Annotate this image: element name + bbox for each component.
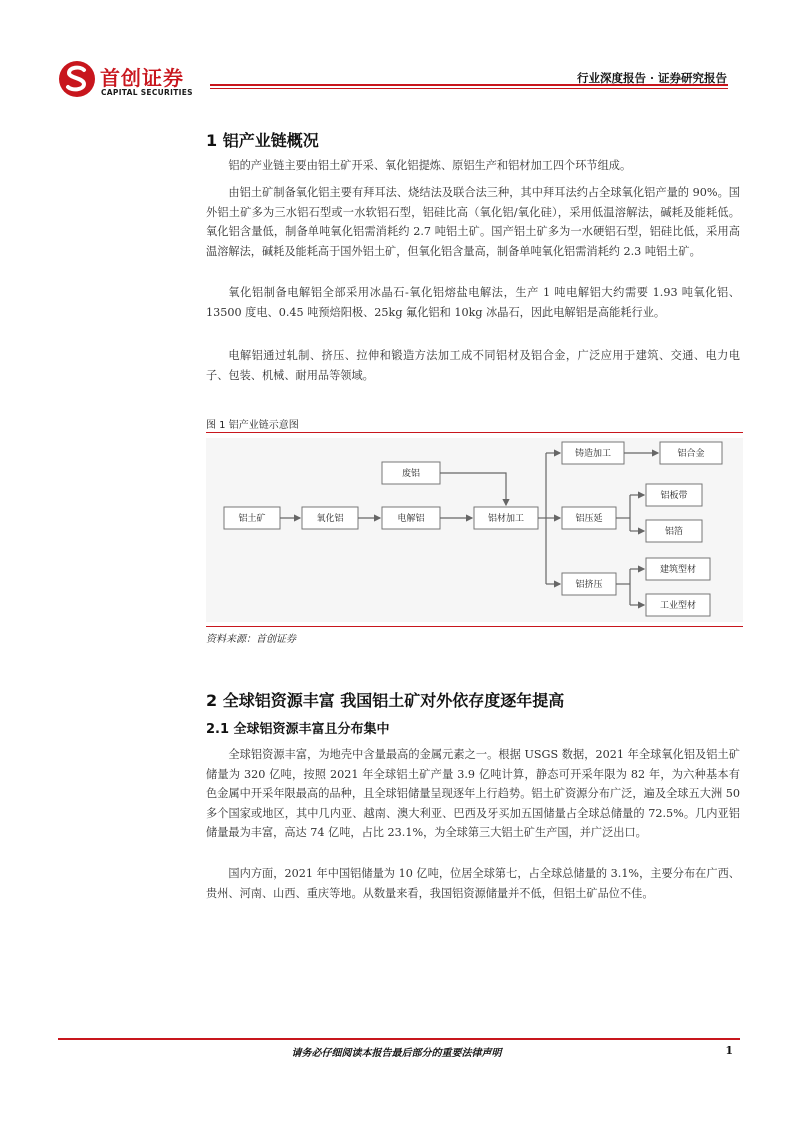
- node-alloy-label: 铝合金: [677, 449, 705, 459]
- node-alumina-label: 氧化铝: [316, 514, 344, 524]
- legal-disclaimer: 请务必仔细阅读本报告最后部分的重要法律声明: [291, 1048, 502, 1059]
- section-1-paragraph-4: 电解铝通过轧制、挤压、拉伸和锻造方法加工成不同铝材及铝合金，广泛应用于建筑、交通、电力电子、包装、机械、耐用品等领域。: [206, 349, 740, 382]
- aluminum-industry-chain-diagram: [206, 438, 743, 622]
- node-scrap-label: 废铝: [401, 469, 421, 479]
- capital-securities-logo-icon: [58, 60, 96, 98]
- section-2-paragraph-1: 全球铝资源丰富，为地壳中含量最高的金属元素之一。根据 USGS 数据，2021 年全球氧化铝及铝土矿储量为 320 亿吨，按照 2021 年全球铝土矿产量 3.9 亿吨计算，静态可开采年限为 82 年，为六种基本有色金属中开采年限最高的品种，且全球铝储量呈现逐年上行趋势。铝土矿资源分布广泛，遍及全球五大洲 50 多个国家或地区，其中几内亚、越南、澳大利亚、巴西及牙买加五国储量占全球总储量的 72.5%。几内亚铝储量最为丰富，高达 74 亿吨，占比 23.1%，为全球第三大铝土矿生产国，并广泛出口。: [206, 748, 740, 839]
- section-1-paragraph-3: 氧化铝制备电解铝全部采用冰晶石-氧化铝熔盐电解法，生产 1 吨电解铝大约需要 1.93 吨氧化铝、13500 度电、0.45 吨预焙阳极、25kg 氟化铝和 10kg 冰晶石，因此电解铝是高能耗行业。: [206, 286, 740, 319]
- logo-chinese-name: 首创证券: [100, 66, 184, 90]
- node-building-profile-label: 建筑型材: [659, 565, 697, 575]
- section-1-paragraph-2: 由铝土矿制备氧化铝主要有拜耳法、烧结法及联合法三种，其中拜耳法约占全球氧化铝产量的 90%。国外铝土矿多为三水铝石型或一水软铝石型，铝硅比高（氧化铝/氧化硅），采用低温溶解法，碱耗及能耗低。氧化铝含量低，制备单吨氧化铝需消耗约 2.7 吨铝土矿。国产铝土矿多为一水硬铝石型，铝硅比低，采用高温溶解法，碱耗及能耗高于国外铝土矿，但氧化铝含量高，制备单吨氧化铝需消耗约 2.3 吨铝土矿。: [206, 186, 740, 258]
- figure-top-rule: [206, 432, 743, 433]
- node-processing-label: 铝材加工: [487, 514, 525, 524]
- header-divider: [210, 84, 728, 86]
- section-2-paragraph-2: 国内方面，2021 年中国铝储量为 10 亿吨，位居全球第七，占全球总储量的 3.1%，主要分布在广西、贵州、河南、山西、重庆等地。从数量来看，我国铝资源储量并不低，但铝土矿品位不佳。: [206, 867, 740, 900]
- footer-divider: [58, 1038, 740, 1040]
- node-industrial-profile-label: 工业型材: [659, 601, 697, 611]
- node-extrusion-label: 铝挤压: [575, 580, 603, 590]
- node-casting-label: 铸造加工: [574, 449, 612, 459]
- node-electrolytic-label: 电解铝: [397, 514, 425, 524]
- node-plate-label: 铝板带: [660, 491, 688, 501]
- figure-1-caption: 图 1 铝产业链示意图: [206, 420, 299, 431]
- figure-bottom-rule: [206, 626, 743, 627]
- figure-1-source: 资料来源：首创证券: [206, 634, 296, 645]
- section-1-paragraph-1: 铝的产业链主要由铝土矿开采、氧化铝提炼、原铝生产和铝材加工四个环节组成。: [228, 159, 632, 172]
- node-bauxite-label: 铝土矿: [238, 514, 266, 524]
- logo-english-name: CAPITAL SECURITIES: [101, 88, 193, 97]
- section-2-1-heading: 2.1 全球铝资源丰富且分布集中: [206, 722, 390, 737]
- page-number: 1: [725, 1044, 733, 1057]
- report-type-title: 行业深度报告 · 证券研究报告: [576, 71, 727, 85]
- section-1-heading: 1 铝产业链概况: [206, 131, 319, 150]
- node-rolling-label: 铝压延: [575, 514, 603, 524]
- node-foil-label: 铝箔: [664, 527, 684, 537]
- header-divider-thin: [210, 88, 728, 89]
- section-2-heading: 2 全球铝资源丰富 我国铝土矿对外依存度逐年提高: [206, 691, 565, 710]
